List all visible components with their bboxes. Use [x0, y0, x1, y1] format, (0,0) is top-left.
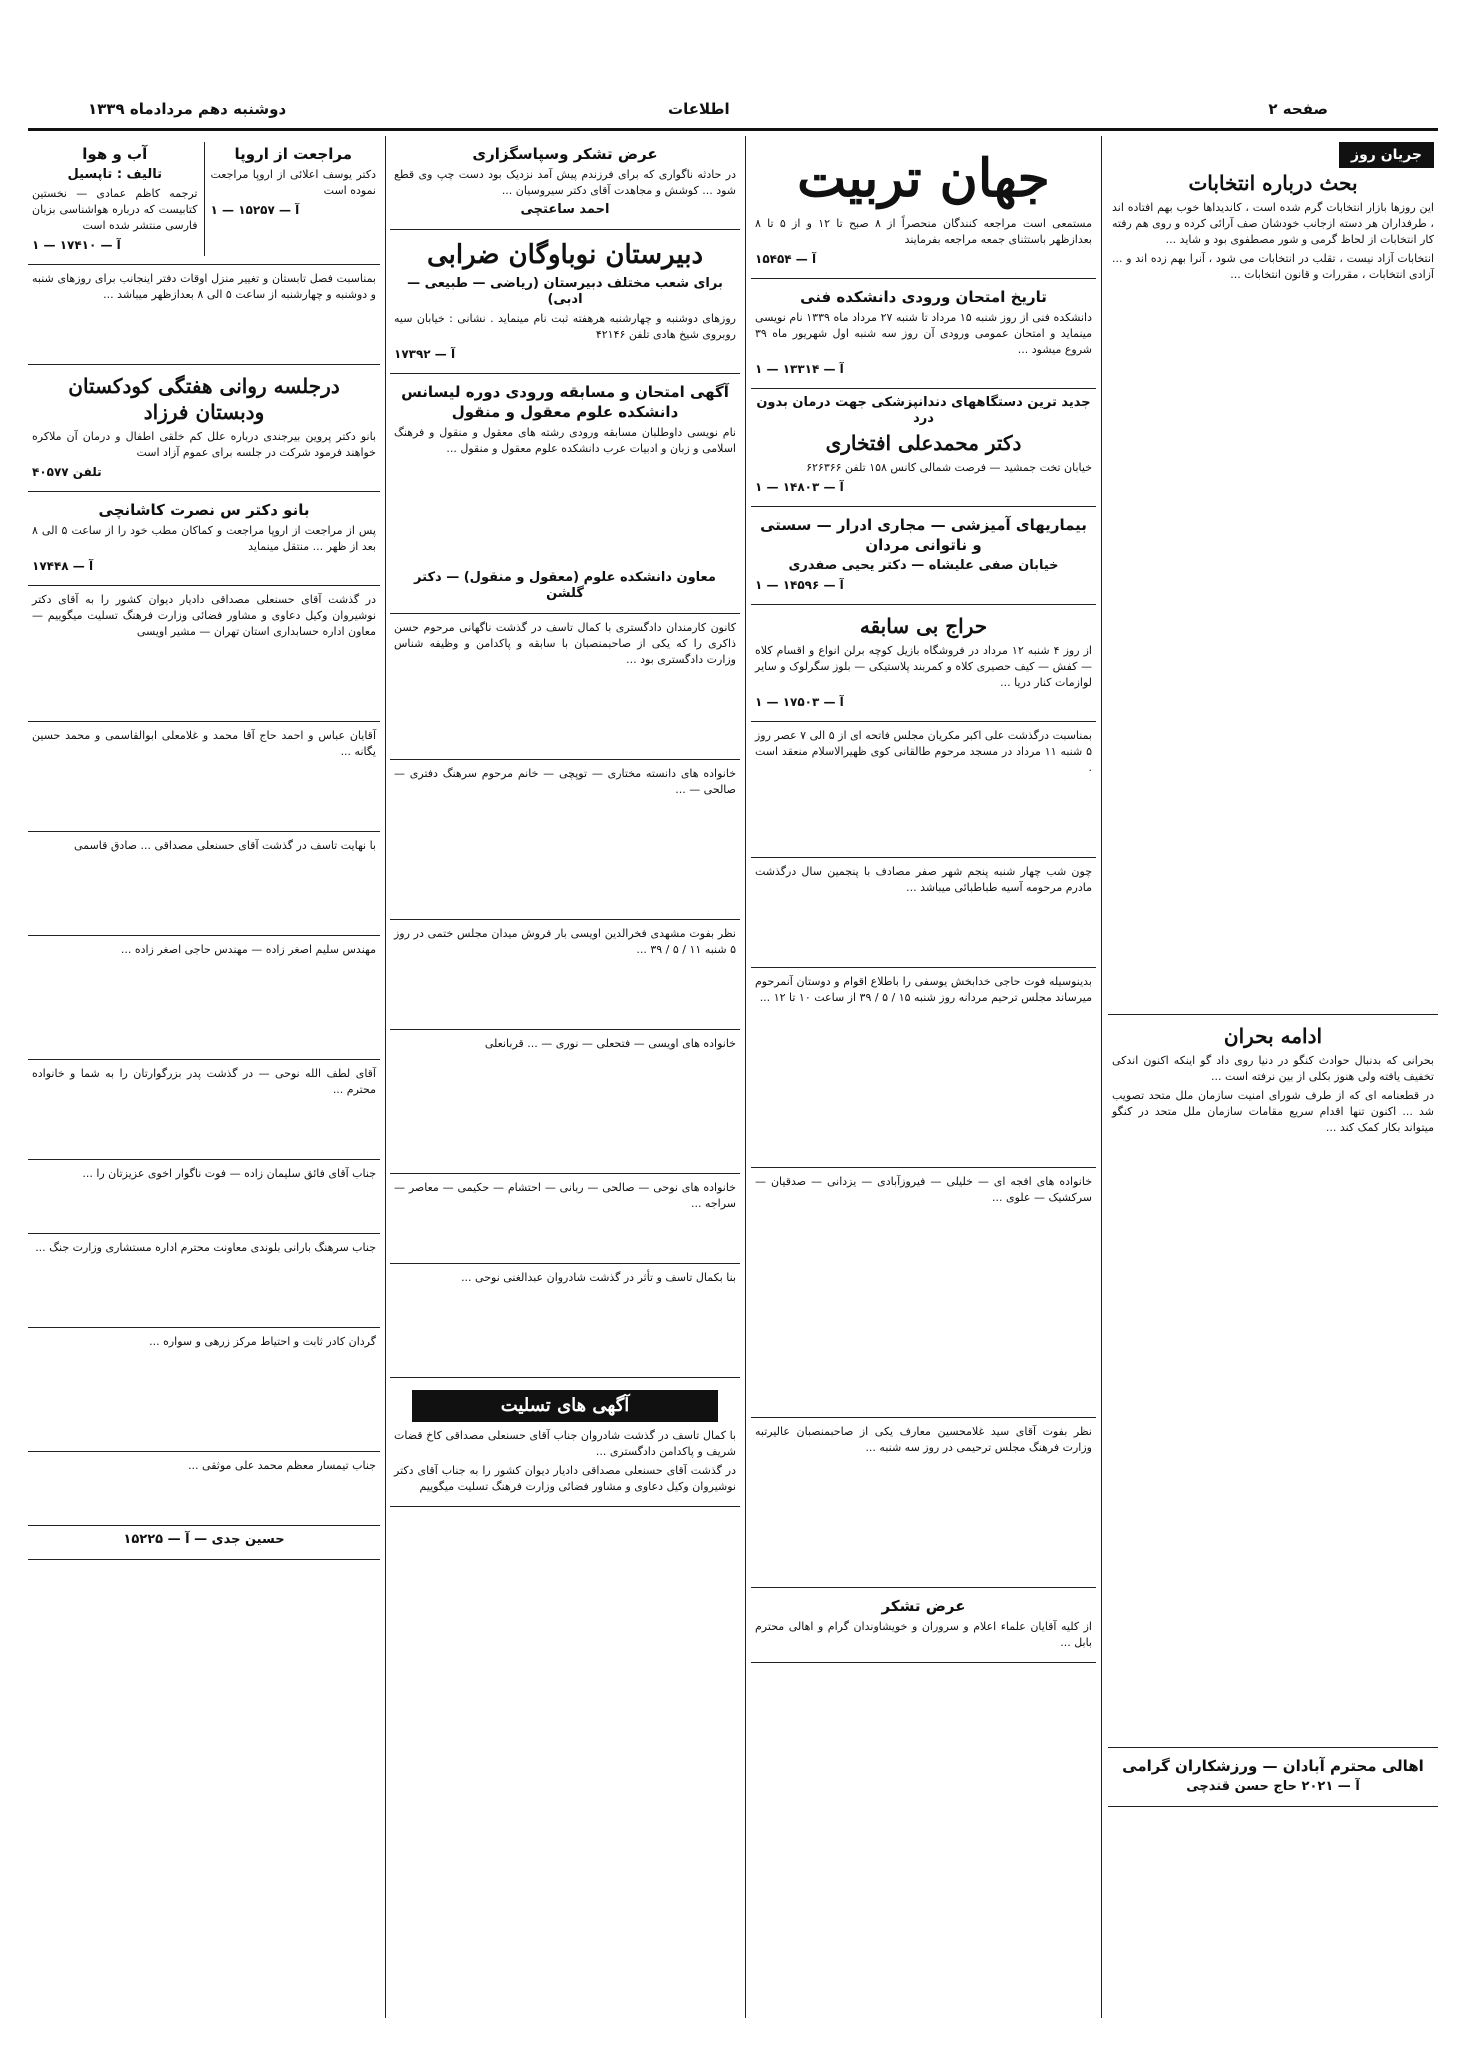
notice-body: از کلیه آقایان علماء اعلام و سروران و خویشاوندان گرام و اهالی محترم بابل ...	[755, 1620, 1092, 1649]
travel-notice: مراجعت از اروپا دکتر یوسف اعلائی از اروپا مراجعت نموده است آ — ۱۵۲۵۷ — ۱	[210, 145, 376, 217]
lecture-notice: درجلسه روانی هفتگی کودکستان ودبستان فرزاد بانو دکتر پروین بیرجندی درباره علل کم خلقی اطفال و درمان آن ملاکره خواهند فرمود شرکت در جلسه برای عموم آزاد است تلفن ۴۰۵۷۷	[28, 365, 380, 492]
ad-body: مستمعی است مراجعه کنندگان منحصراً از ۸ صبح تا ۱۲ و از ۵ تا ۸ بعدازظهر باستثنای جمعه مراجعه بفرمایند	[755, 217, 1093, 246]
article-continued-text	[1112, 286, 1434, 1006]
notice-abadan	[1108, 1748, 1438, 1807]
ad-clinic	[751, 507, 1096, 605]
ad-jahan-tarbiat	[751, 136, 1096, 279]
ad-dentist	[751, 389, 1096, 507]
notice-title: درجلسه روانی هفتگی کودکستان ودبستان فرزاد	[68, 374, 340, 424]
editorial-elections	[1108, 136, 1438, 1015]
ad-body: از روز ۴ شنبه ۱۲ مرداد در فروشگاه بازیل کوچه برلن انواع و اقسام کلاه — کفش — کیف حصیری کلاه و کمربند پلاستیکی — بلوز سگرلوک و سایر لوازمات کنار دریا ...	[755, 644, 1092, 689]
column-divider	[745, 136, 746, 2018]
mourning-ads-banner: آگهی های تسلیت	[412, 1390, 718, 1422]
condolence-notice: نظر بفوت مشهدی فخرالدین اویسی بار فروش میدان مجلس ختمی در روز ۵ شنبه ۱۱ / ۵ / ۳۹ ...	[390, 920, 740, 1030]
notice-title: آب و هوا	[82, 145, 148, 163]
ad-body: نام نویسی داوطلبان مسابقه ورودی رشته های معقول و منقول و فرهنگ اسلامی و زبان و ادبیات عرب دانشکده علوم معقول و منقول ...	[394, 426, 736, 455]
ad-code: آ — ۱۷۵۰۳ — ۱	[755, 695, 844, 709]
ad-title: تاریخ امتحان ورودی دانشکده فنی	[800, 288, 1047, 306]
condolence-notice: جناب سرهنگ بارانی بلوندی معاونت محترم اداره مستشاری وزارت جنگ ...	[28, 1234, 380, 1328]
newspaper-page	[28, 18, 1438, 2028]
notice-title: عرض تشکر	[881, 1597, 966, 1615]
ad-code: آ — ۱۳۳۱۴ — ۱	[755, 362, 844, 376]
masthead	[28, 100, 1438, 124]
condolence-notice: خانواده های افجه ای — خلیلی — فیروزآبادی — یزدانی — صدقیان — سرکشیک — علوی ...	[751, 1168, 1096, 1418]
article-paragraph: این روزها بازار انتخابات گرم شده است ، کاندیداها خوب بهم افتاده اند ، طرفداران هر دسته ازجانب خودشان صف آرائی کرده و روی هم رفته کار انتخابات از لحاظ گرمی و شور مصطفوی بود و شاید ...	[1112, 201, 1434, 246]
ad-subtitle: برای شعب مختلف دبیرستان (ریاضی — طبیعی — ادبی)	[407, 276, 723, 307]
condolence-notice: در گذشت آقای حسنعلی مصداقی دادیار دیوان کشور را به آقای دکتر نوشیروان وکیل دعاوی و مشاور فضائی وزارت فرهنگ تسلیت میگوییم — معاون اداره حسابداری استان تهران — مشیر اویسی	[28, 586, 380, 722]
ad-body: روزهای دوشنبه و چهارشنبه هرهفته ثبت نام مینماید . نشانی : خیابان سیه روبروی شیخ هادی تلفن ۴۲۱۴۶	[394, 312, 736, 341]
paper-name: اطلاعات	[668, 100, 730, 118]
ad-technical-college	[751, 279, 1096, 389]
article-title: بحث درباره انتخابات	[1188, 171, 1358, 195]
condolence-notice: مهندس سلیم اصغر زاده — مهندس حاجی اصغر زاده ...	[28, 936, 380, 1060]
article-paragraph: بحرانی که بدنبال حوادث کنگو در دنیا روی داد گو اینکه اکنون اندکی تخفیف یافته ولی هنوز بکلی از بین نرفته است ...	[1112, 1054, 1434, 1083]
notice-title: بانو دکتر س نصرت کاشانچی	[98, 501, 310, 519]
condolence-notice: بدینوسیله فوت حاجی خدابخش یوسفی را باطلاع اقوام و دوستان آنمرحوم میرساند مجلس ترحیم مردانه روز شنبه ۱۵ / ۵ / ۳۹ از ساعت ۱۰ تا ۱۲ ...	[751, 968, 1096, 1168]
issue-date: دوشنبه دهم مردادماه ۱۳۳۹	[88, 100, 287, 118]
ad-title: دکتر محمدعلی افتخاری	[825, 431, 1022, 455]
article-paragraph: در قطعنامه ای که از طرف شورای امنیت سازمان ملل متحد تصویب شد ... اکنون تنها اقدام سریع مقامات سازمان ملل متحد در کنگو میتواند بکار کمک کند ...	[1112, 1089, 1434, 1134]
ad-exam	[390, 374, 740, 614]
ad-school	[390, 230, 740, 374]
condolence-notice: جناب تیمسار معظم محمد علی موثقی ...	[28, 1452, 380, 1526]
ad-title: جهان تربیت	[797, 148, 1050, 209]
condolence-notice: آقایان عباس و احمد حاج آقا محمد و غلامعلی ابوالقاسمی و محمد حسین یگانه ...	[28, 722, 380, 832]
notice-title: مراجعت از اروپا	[234, 145, 352, 163]
condolence-notice: چون شب چهار شنبه پنجم شهر صفر مصادف با پنجمین سال درگذشت مادرم مرحومه آسیه طباطبائی میباشد ...	[751, 858, 1096, 968]
article-paragraph: انتخابات آزاد نیست ، تقلب در انتخابات می شود ، آنرا بهم زده اند و ... آزادی انتخابات ، مقررات و قانون انتخابات ...	[1112, 252, 1434, 281]
condolence-notice: با نهایت تاسف در گذشت آقای حسنعلی مصداقی ... صادق قاسمی	[28, 832, 380, 936]
ad-title: حراج بی سابقه	[859, 614, 988, 638]
book-notice: آب و هوا تالیف : تاپسیل ترجمه کاظم عمادی — نخستین کتابیست که درباره هواشناسی بزبان فارسی منتشر شده است آ — ۱۷۴۱۰ — ۱	[32, 142, 205, 256]
condolence-notice: جناب آقای فائق سلیمان زاده — فوت ناگوار اخوی عزیزتان را ...	[28, 1160, 380, 1234]
ad-title: بیماریهای آمیزشی — مجاری ادرار — سستی و ناتوانی مردان	[760, 516, 1087, 554]
ad-body: خیابان تخت جمشید — فرصت شمالی کانس ۱۵۸ تلفن ۶۲۶۳۶۶	[806, 461, 1092, 474]
notice-title: عرض تشکر وسپاسگزاری	[472, 145, 658, 163]
ad-title: دبیرستان نوباوگان ضرابی	[426, 240, 704, 270]
ad-code: آ — ۱۴۵۹۶ — ۱	[755, 578, 844, 592]
notice-signature: آ — ۲۰۲۱ حاج حسن قندچی	[1186, 1779, 1360, 1794]
column-editorial	[1108, 136, 1438, 2018]
condolence-notice: بنا بكمال تاسف و تأثر در گذشت شادروان عبدالغنی نوحی ...	[390, 1264, 740, 1378]
ad-code: آ — ۱۷۳۹۲	[394, 347, 456, 361]
editorial-crisis	[1108, 1015, 1438, 1748]
condolence-notice: بمناسبت درگذشت علی اکبر مکریان مجلس فاتحه ای از ۵ الی ۷ عصر روز ۵ شنبه ۱۱ مرداد در مسجد مرحوم طالقانی کوی ظهیرالاسلام منعقد است .	[751, 722, 1096, 858]
top-notices	[28, 136, 380, 265]
condolence-notice: نظر بفوت آقای سید غلامحسین معارف یکی از صاحبمنصبان عالیرتبه وزارت فرهنگ مجلس ترحیمی در روز سه شنبه ...	[751, 1418, 1096, 1588]
ad-intro: جدید ترین دستگاههای دندانپزشکی جهت درمان بدون درد	[756, 395, 1091, 426]
article-continued-text	[1112, 1139, 1434, 1739]
top-rule	[28, 128, 1438, 131]
column-notices	[28, 136, 380, 2018]
ad-body: خیابان صفی علیشاه — دکتر یحیی صفدری	[788, 558, 1059, 573]
ad-code: آ — ۱۴۸۰۳ — ۱	[755, 480, 844, 494]
condolence-notice: گردان کادر ثابت و احتیاط مرکز زرهی و سواره ...	[28, 1328, 380, 1452]
notice-title: اهالی محترم آبادان — ورزشکاران گرامی	[1122, 1757, 1424, 1775]
ad-signature: معاون دانشکده علوم (معقول و منقول) — دکتر گلشن	[414, 570, 716, 601]
mourning-ads: آگهی های تسلیت با کمال تاسف در گذشت شادروان جناب آقای حسنعلی مصداقی کاخ قضات شریف و پاکدامن دادگستری ... در گذشت آقای حسنعلی مصداقی دادیار دیوان کشور را به جناب آقای دکتر نوشیروان وکیل دعاوی و مشاور فضائی وزارت فرهنگ تسلیت میگوییم	[390, 1378, 740, 1507]
column-ads-b	[390, 136, 740, 2018]
notice-signature: احمد ساعتچی	[520, 202, 610, 217]
doctor-notice: بانو دکتر س نصرت کاشانچی پس از مراجعت از اروپا مراجعت و کماکان مطب خود را از ساعت ۵ الی ۸ بعد از ظهر ... منتقل مینماید آ — ۱۷۴۴۸	[28, 492, 380, 586]
column-divider	[1101, 136, 1102, 2018]
ad-sale	[751, 605, 1096, 722]
thanks-notice	[751, 1588, 1096, 1663]
article-title: ادامه بحران	[1223, 1024, 1323, 1048]
ad-code: آ — ۱۵۴۵۴	[755, 252, 817, 266]
condolence-notice: حسین جدی — آ — ۱۵۲۲۵	[28, 1526, 380, 1560]
column-ads-a	[751, 136, 1096, 2018]
office-hours-notice: بمناسبت فصل تابستان و تغییر منزل اوقات دفتر اینجانب برای روزهای شنبه و دوشنبه و چهارشنبه از ساعت ۵ الی ۸ بعدازظهر میباشد ...	[28, 265, 380, 365]
condolence-notice: کانون کارمندان دادگستری با کمال تاسف در گذشت ناگهانی مرحوم حسن ذاکری را که یکی از صاحبمنصبان با سابقه و پاکدامن و وظیفه شناس وزارت دادگستری بود ...	[390, 614, 740, 760]
condolence-notice: خانواده های نوحی — صالحی — ربانی — احتشام — حکیمی — معاصر — سراجه ...	[390, 1174, 740, 1264]
ad-title: آگهی امتحان و مسابقه ورودی دوره لیسانس دانشکده علوم معقول و منقول	[401, 383, 729, 421]
ad-body: دانشکده فنی از روز شنبه ۱۵ مرداد تا شنبه ۲۷ مرداد ماه ۱۳۳۹ نام نویسی مینماید و امتحان عمومی ورودی آن روز سه شنبه اول شهریور ماه ۳۹ شروع میشود ...	[755, 311, 1092, 356]
condolence-notice: آقای لطف الله نوحی — در گذشت پدر بزرگوارتان را به شما و خانواده محترم ...	[28, 1060, 380, 1160]
thanks-notice	[390, 136, 740, 230]
notice-body: در حادثه ناگواری که برای فرزندم پیش آمد نزدیک بود دست چپ وی قطع شود ... کوشش و مجاهدت آقای دکتر سیروسیان ...	[394, 168, 736, 197]
page-number: صفحه ۲	[1268, 100, 1328, 118]
condolence-notice: خانواده های دانسته مختاری — توپچی — خانم مرحوم سرهنگ دفتری — صالحی — ...	[390, 760, 740, 920]
column-divider	[385, 136, 386, 2018]
section-tag: جریان روز	[1339, 142, 1434, 168]
condolence-notice: خانواده های اویسی — فتحعلی — نوری — ... قربانعلی	[390, 1030, 740, 1174]
